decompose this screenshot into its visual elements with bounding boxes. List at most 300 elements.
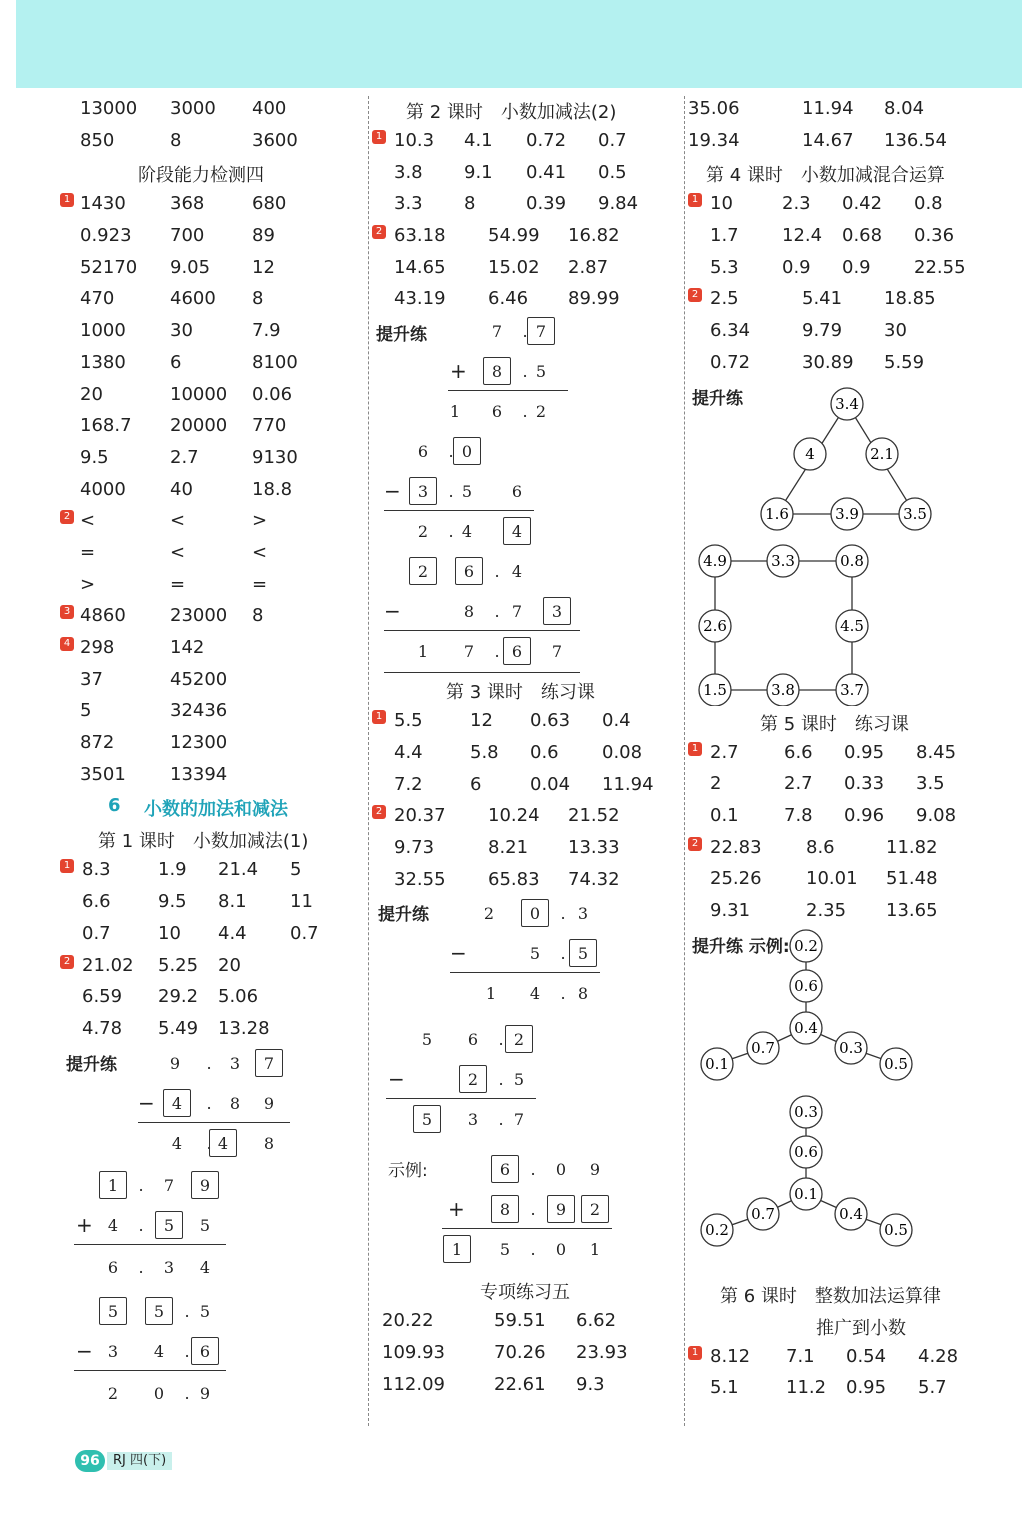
- answer-value: 400: [252, 98, 287, 119]
- calc-digit: 3: [467, 1110, 479, 1130]
- calc-digit: 7: [491, 322, 503, 342]
- circle-value: 4.5: [840, 616, 864, 635]
- calc-digit: 6: [511, 482, 523, 502]
- calc-digit: .: [560, 984, 566, 1004]
- puzzle-area: [372, 316, 678, 674]
- chapter-heading: [60, 791, 360, 823]
- calc-digit: 7: [535, 322, 547, 342]
- calc-digit: 4: [171, 1133, 183, 1153]
- calc-digit: .: [530, 1240, 536, 1260]
- answer-value: 0.54: [846, 1345, 887, 1367]
- calc-digit: 6: [199, 1341, 211, 1361]
- calc-digit: 2: [589, 1200, 601, 1220]
- answer-value: 6: [470, 773, 482, 795]
- number-circle: [790, 1012, 822, 1044]
- answer-value: 70.26: [494, 1341, 546, 1363]
- answer-row: [372, 126, 678, 158]
- circle-value: 0.8: [840, 551, 864, 570]
- circle-value: 4: [805, 444, 815, 463]
- answer-value: 43.19: [394, 288, 446, 310]
- answer-value: 3600: [252, 129, 298, 151]
- answer-value: =: [252, 573, 268, 595]
- calc-digit: 2: [513, 1030, 525, 1050]
- calc-digit: .: [498, 1030, 504, 1050]
- answer-value: 0.8: [914, 193, 943, 215]
- section-title: 推广到小数: [816, 1317, 906, 1339]
- answer-value: 5.7: [918, 1377, 947, 1399]
- calc-digit: 8: [463, 602, 475, 622]
- question-number-badge: 2: [688, 288, 702, 302]
- section-heading: [688, 706, 1018, 738]
- answer-value: 0.72: [710, 351, 751, 373]
- answer-value: 21.02: [82, 954, 134, 976]
- answer-value: 7.9: [252, 320, 281, 342]
- operator-sign: −: [384, 479, 401, 504]
- calc-digit: 1: [417, 642, 429, 662]
- number-circle-puzzles: [688, 380, 1008, 706]
- answer-value: 21.4: [218, 859, 259, 881]
- answer-value: 10.01: [806, 868, 858, 890]
- circle-value: 3.4: [835, 394, 859, 413]
- answer-value: 8: [252, 288, 264, 310]
- number-circle: [790, 1096, 822, 1128]
- column-divider: [684, 96, 685, 1426]
- answer-row: [372, 738, 678, 770]
- answer-value: 0.1: [710, 804, 739, 826]
- answer-value: 18.85: [884, 288, 936, 310]
- puzzle-area: [372, 896, 678, 1274]
- section-title: 第 6 课时 整数加法运算律: [720, 1285, 941, 1307]
- answer-value: 9.08: [916, 804, 957, 826]
- calc-digit: 8: [577, 984, 589, 1004]
- calc-digit: 5: [499, 1240, 511, 1260]
- answer-value: 8.1: [218, 891, 247, 913]
- section-title: 第 3 课时 练习课: [446, 682, 595, 704]
- section-heading: [688, 1278, 1018, 1310]
- answer-value: 4.4: [218, 922, 247, 944]
- answer-value: 112.09: [382, 1373, 445, 1395]
- answer-row: [60, 728, 360, 760]
- calc-digit: 4: [107, 1215, 119, 1235]
- answer-value: 0.6: [530, 741, 559, 763]
- answer-value: 10: [710, 193, 733, 215]
- calc-digit: 1: [107, 1175, 119, 1195]
- answer-value: 8.6: [806, 836, 835, 858]
- question-number-badge: 1: [372, 710, 386, 724]
- circle-value: 3.9: [835, 504, 859, 523]
- question-number-badge: 4: [60, 637, 74, 651]
- operator-sign: +: [76, 1212, 93, 1237]
- edition-label: RJ 四(下): [107, 1452, 172, 1470]
- answer-value: 11: [290, 891, 313, 913]
- answer-value: 0.95: [844, 741, 885, 763]
- answer-row: [688, 896, 1018, 928]
- answer-value: 6.59: [82, 986, 123, 1008]
- circle-value: 3.7: [840, 680, 864, 699]
- answer-value: 23.93: [576, 1341, 628, 1363]
- answer-value: 2.7: [710, 741, 739, 763]
- question-number-badge: 1: [372, 130, 386, 144]
- puzzle-area: [60, 1046, 360, 1476]
- calc-digit: 7: [513, 1110, 525, 1130]
- answer-column-2: 第 2 课时 小数加减法(2) 1 10.3 4.1 0.72 0.7 3.8 9.1 0.41 0.5 3.3 8 0.39 9.84 2 63.18 54.99 16.82 14.65 15.02 2.87 43.19 6.46 89.99 提升练 7 . 7 8 . 5 1 6 . 2 + 6 . 0 3 . 5 6 2 . 4 4 − 2 6 . 4 8 . 7 3 1 7 . 6 7 − 第 3 课时 练习课 1 5.5 12 0.63 0.4 4.4 5.8 0.6 0.08 7.2 6 0.04 11.94 2 20.37 10.24 21.52 9.73 8.21 13.33 32.55 65.83 74.32 提升练 2 0 . 3 5 . 5 1 4 . 8 − 5 6 . 2 2 . 5 5 3 . 7 − 示例: 6 . 0 9 8 . 9 2 1 5 . 0 1 + 专项练习五 20.22 59.51 6.62 109.93 70.26 23.93 112.09 22.61 9.3: [372, 94, 678, 1401]
- answer-value: 12300: [170, 732, 228, 754]
- answer-value: 15.02: [488, 256, 540, 278]
- answer-value: 770: [252, 415, 287, 437]
- calc-digit: 6: [511, 642, 523, 662]
- answer-row: [60, 665, 360, 697]
- answer-value: 1.9: [158, 859, 187, 881]
- answer-value: 20.22: [382, 1310, 434, 1332]
- answer-row: [60, 126, 360, 158]
- answer-value: 22.83: [710, 836, 762, 858]
- answer-row: [688, 253, 1018, 285]
- calc-digit: 3: [163, 1257, 175, 1277]
- answer-value: 4000: [80, 478, 126, 500]
- calc-digit: .: [138, 1257, 144, 1277]
- calc-digit: .: [184, 1341, 190, 1361]
- answer-row: [60, 951, 360, 983]
- answer-value: 8.45: [916, 741, 957, 763]
- calc-digit: .: [206, 1093, 212, 1113]
- answer-value: 9.5: [158, 891, 187, 913]
- header-band: [16, 0, 1022, 88]
- answer-value: 4.78: [82, 1017, 123, 1039]
- answer-value: 8: [170, 129, 182, 151]
- answer-value: >: [252, 510, 268, 532]
- answer-value: 3501: [80, 763, 126, 785]
- answer-value: 5: [290, 859, 302, 881]
- calc-digit: 6: [417, 442, 429, 462]
- calc-digit: 3: [551, 602, 563, 622]
- circle-value: 0.5: [884, 1054, 908, 1073]
- number-circle: [699, 545, 731, 577]
- answer-value: 18.8: [252, 478, 293, 500]
- answer-value: 10000: [170, 383, 228, 405]
- question-number-badge: 1: [60, 193, 74, 207]
- answer-row: [60, 855, 360, 887]
- question-number-badge: 2: [60, 510, 74, 524]
- answer-value: 45200: [170, 668, 228, 690]
- answer-value: <: [170, 541, 186, 563]
- answer-row: [688, 864, 1018, 896]
- answer-row: [60, 411, 360, 443]
- answer-row: [60, 760, 360, 792]
- calc-digit: 4: [511, 562, 523, 582]
- sum-line: [138, 1122, 290, 1123]
- answer-value: 37: [80, 668, 103, 690]
- calc-digit: 6: [491, 402, 503, 422]
- answer-row: [688, 833, 1018, 865]
- answer-value: 470: [80, 288, 115, 310]
- answer-row: [372, 1338, 678, 1370]
- answer-value: 9.5: [80, 446, 109, 468]
- number-circle: [747, 1032, 779, 1064]
- calc-digit: 4: [153, 1341, 165, 1361]
- circle-value: 0.3: [839, 1038, 863, 1057]
- answer-value: 51.48: [886, 868, 938, 890]
- number-circle: [790, 930, 822, 962]
- answer-value: 0.4: [602, 710, 631, 732]
- calc-digit: 3: [107, 1341, 119, 1361]
- calc-digit: .: [498, 1110, 504, 1130]
- answer-row: [60, 601, 360, 633]
- answer-row: [60, 570, 360, 602]
- answer-value: 3000: [170, 98, 216, 119]
- number-circle: [836, 674, 868, 706]
- answer-value: 5.59: [884, 351, 925, 373]
- answer-value: 9130: [252, 446, 298, 468]
- answer-value: 35.06: [688, 98, 740, 119]
- question-number-badge: 1: [688, 1346, 702, 1360]
- calc-digit: 5: [199, 1215, 211, 1235]
- answer-value: 9.3: [576, 1373, 605, 1395]
- calc-digit: 1: [485, 984, 497, 1004]
- number-circle: [790, 1178, 822, 1210]
- answer-row: [60, 284, 360, 316]
- answer-row: [372, 1306, 678, 1338]
- circle-value: 3.5: [903, 504, 927, 523]
- answer-value: 10.24: [488, 805, 540, 827]
- answer-value: 109.93: [382, 1341, 445, 1363]
- answer-value: 142: [170, 637, 205, 658]
- calc-digit: 5: [153, 1301, 165, 1321]
- answer-row: [688, 221, 1018, 253]
- section-title: 阶段能力检测四: [138, 165, 264, 187]
- operator-sign: −: [384, 599, 401, 624]
- answer-value: 5.5: [394, 710, 423, 732]
- calc-digit: .: [448, 442, 454, 462]
- calc-digit: 5: [529, 944, 541, 964]
- answer-value: 74.32: [568, 868, 620, 890]
- calc-digit: 2: [417, 562, 429, 582]
- answer-value: 0.36: [914, 225, 955, 247]
- answer-value: 0.68: [842, 225, 883, 247]
- answer-row: [60, 221, 360, 253]
- answer-value: 8.21: [488, 836, 529, 858]
- answer-value: 4.4: [394, 741, 423, 763]
- answer-row: [60, 887, 360, 919]
- calc-digit: 9: [169, 1053, 181, 1073]
- question-number-badge: 1: [688, 742, 702, 756]
- calc-digit: 6: [463, 562, 475, 582]
- answer-value: 0.42: [842, 193, 883, 215]
- sum-line: [384, 510, 534, 511]
- operator-sign: −: [76, 1338, 93, 1363]
- answer-row: [372, 706, 678, 738]
- answer-value: 40: [170, 478, 193, 500]
- answer-value: 7.1: [786, 1345, 815, 1367]
- circle-value: 0.1: [705, 1054, 729, 1073]
- chapter-number: 6: [108, 795, 121, 817]
- number-circle: [767, 674, 799, 706]
- operator-sign: −: [388, 1067, 405, 1092]
- calc-digit: .: [522, 322, 528, 342]
- calc-digit: 0: [153, 1383, 165, 1403]
- section-heading: [688, 1310, 1018, 1342]
- answer-value: 9.05: [170, 256, 211, 278]
- calc-digit: 7: [511, 602, 523, 622]
- answer-value: 16.82: [568, 225, 620, 247]
- answer-value: 13394: [170, 763, 228, 785]
- answer-value: 0.06: [252, 383, 293, 405]
- answer-value: <: [252, 541, 268, 563]
- section-heading: [60, 157, 360, 189]
- calc-digit: 8: [499, 1200, 511, 1220]
- answer-value: 5.3: [710, 256, 739, 278]
- calc-digit: 4: [511, 522, 523, 542]
- answer-value: 89.99: [568, 288, 620, 310]
- answer-value: 1380: [80, 351, 126, 373]
- calc-digit: .: [530, 1200, 536, 1220]
- number-circle: [701, 1214, 733, 1246]
- answer-value: 13.33: [568, 836, 620, 858]
- section-title: 第 5 课时 练习课: [760, 713, 909, 735]
- section-heading: [372, 674, 678, 706]
- section-title: 第 1 课时 小数加减法(1): [98, 831, 309, 853]
- answer-row: [372, 253, 678, 285]
- calc-digit: 5: [513, 1070, 525, 1090]
- answer-value: 4.28: [918, 1345, 959, 1367]
- answer-value: 2.7: [170, 446, 199, 468]
- result-line: [384, 672, 580, 673]
- answer-value: 54.99: [488, 225, 540, 247]
- answer-column-1: 13000 3000 400 850 8 3600 阶段能力检测四 1 1430 368 680 0.923 700 89 52170 9.05 12 470 4600 8 1000 30 7.9 1380 6 8100 20 10000 0.06 168.7 20000 770 9.5 2.7 9130 4000 40 18.8 2 < < > = < < > = = 3 4860 23000 8 4 298 142 37 45200 5 32436 872 12300 3501 13394 6 小数的加法和减法 第 1 课时 小数加减法(1) 1 8.3 1.9 21.4 5 6.6 9.5 8.1 11 0.7 10 4.4 0.7 2 21.02 5.25 20 6.59 29.2 5.06 4.78 5.49 13.28 提升练 9 . 3 7 4 . 8 9 4 . 4 8 − 1 . 7 9 4 . 5 5 6 . 3 4 + 5 5 . 5 3 4 . 6 2 0 . 9 −: [60, 94, 360, 1476]
- answer-row: [60, 982, 360, 1014]
- question-number-badge: 2: [372, 805, 386, 819]
- section-heading: [372, 1274, 678, 1306]
- sum-line: [450, 972, 600, 973]
- answer-value: 9.1: [464, 161, 493, 183]
- answer-row: [60, 919, 360, 951]
- number-circle: [794, 438, 826, 470]
- number-circle: [899, 498, 931, 530]
- answer-value: 6: [170, 351, 182, 373]
- answer-value: 23000: [170, 605, 228, 627]
- question-number-badge: 2: [372, 225, 386, 239]
- calc-digit: 9: [263, 1093, 275, 1113]
- answer-value: 4860: [80, 605, 126, 627]
- calc-digit: 0: [555, 1240, 567, 1260]
- sum-line: [74, 1244, 226, 1245]
- answer-value: 63.18: [394, 225, 446, 247]
- answer-value: 3.8: [394, 161, 423, 183]
- answer-value: 5.8: [470, 741, 499, 763]
- calc-digit: 5: [577, 944, 589, 964]
- calc-digit: 7: [463, 642, 475, 662]
- answer-row: [372, 221, 678, 253]
- circle-value: 3.3: [771, 551, 795, 570]
- answer-value: 8.12: [710, 1345, 751, 1367]
- question-number-badge: 3: [60, 605, 74, 619]
- calc-digit: 3: [229, 1053, 241, 1073]
- answer-row: [372, 833, 678, 865]
- calc-digit: .: [560, 904, 566, 924]
- answer-value: 22.55: [914, 256, 966, 278]
- number-circle: [767, 545, 799, 577]
- answer-row: [372, 158, 678, 190]
- answer-value: 168.7: [80, 415, 132, 437]
- answer-value: 4.1: [464, 130, 493, 151]
- calc-digit: 7: [163, 1175, 175, 1195]
- answer-row: [60, 253, 360, 285]
- answer-value: 2.87: [568, 256, 609, 278]
- answer-row: [688, 1342, 1018, 1374]
- answer-value: 5: [80, 700, 92, 722]
- answer-row: [372, 770, 678, 802]
- answer-value: 0.9: [782, 256, 811, 278]
- calc-digit: 4: [171, 1093, 183, 1113]
- calc-digit: 4: [461, 522, 473, 542]
- answer-row: [688, 1373, 1018, 1405]
- number-circle: [831, 498, 863, 530]
- answer-value: 59.51: [494, 1310, 546, 1332]
- circle-value: 3.8: [771, 680, 795, 699]
- answer-value: 5.25: [158, 954, 199, 976]
- answer-value: 1430: [80, 193, 126, 215]
- calc-digit: .: [206, 1133, 212, 1153]
- question-number-badge: 2: [688, 837, 702, 851]
- calc-digit: 5: [421, 1110, 433, 1130]
- answer-row: [688, 769, 1018, 801]
- section-title: 第 4 课时 小数加减混合运算: [706, 165, 945, 187]
- calc-digit: 8: [491, 362, 503, 382]
- number-circle: [880, 1048, 912, 1080]
- calc-digit: 1: [449, 402, 461, 422]
- answer-value: 2.35: [806, 899, 847, 921]
- calc-digit: 9: [589, 1160, 601, 1180]
- section-heading: [688, 157, 1018, 189]
- circle-value: 4.9: [703, 551, 727, 570]
- circle-value: 0.3: [794, 1102, 818, 1121]
- calc-digit: 3: [577, 904, 589, 924]
- sum-line: [442, 1228, 612, 1229]
- calc-digit: 0: [555, 1160, 567, 1180]
- answer-row: [60, 696, 360, 728]
- answer-value: 850: [80, 129, 115, 151]
- answer-row: [60, 633, 360, 665]
- sum-line: [384, 630, 580, 631]
- answer-value: 12.4: [782, 225, 823, 247]
- calc-digit: .: [494, 602, 500, 622]
- star-number-puzzles: [688, 928, 1008, 1278]
- column-divider: [368, 96, 369, 1426]
- answer-value: 10: [158, 922, 181, 944]
- answer-value: 0.33: [844, 773, 885, 795]
- answer-value: 2.3: [782, 193, 811, 215]
- answer-row: [60, 1014, 360, 1046]
- answer-row: [60, 506, 360, 538]
- circle-value: 0.7: [751, 1038, 775, 1057]
- answer-value: 0.7: [290, 922, 319, 944]
- answer-value: =: [170, 573, 186, 595]
- calc-digit: 0: [461, 442, 473, 462]
- circle-value: 0.4: [839, 1204, 863, 1223]
- circle-value: 2.6: [703, 616, 727, 635]
- answer-value: 8100: [252, 351, 298, 373]
- answer-value: 12: [252, 256, 275, 278]
- answer-row: [372, 865, 678, 897]
- calc-digit: .: [560, 944, 566, 964]
- section-title: 第 2 课时 小数加减法(2): [406, 102, 617, 123]
- answer-value: 7.2: [394, 773, 423, 795]
- answer-row: [372, 801, 678, 833]
- circle-value: 0.7: [751, 1204, 775, 1223]
- number-circle: [835, 1032, 867, 1064]
- number-circle: [699, 674, 731, 706]
- answer-row: [60, 380, 360, 412]
- calc-digit: 7: [551, 642, 563, 662]
